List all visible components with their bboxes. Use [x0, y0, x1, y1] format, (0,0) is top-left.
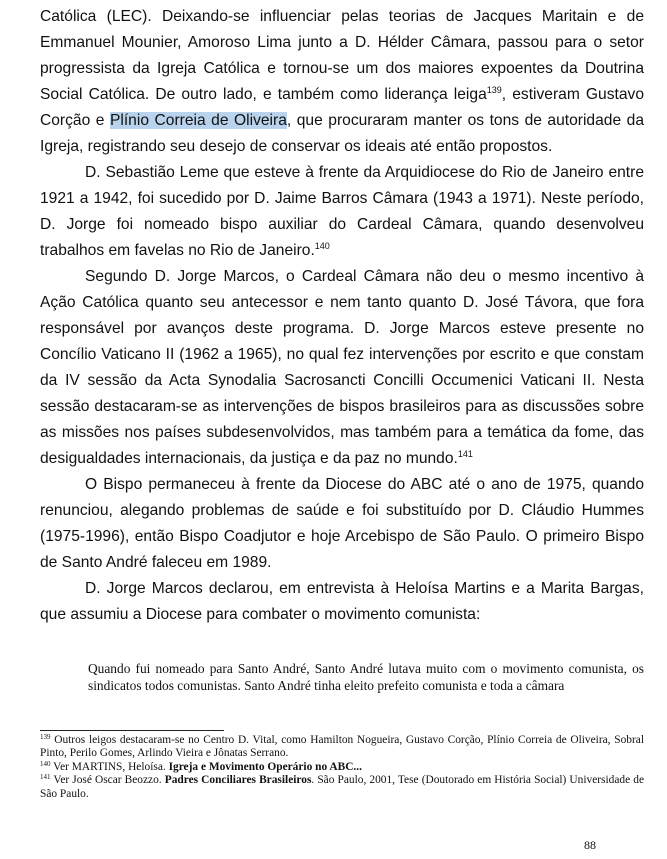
paragraph-text: Segundo D. Jorge Marcos, o Cardeal Câmara não deu o mesmo incentivo à Ação Católica quanto seu antecessor e nem tanto quanto D. José Távora, que fora responsável por avanços deste programa. D. Jorge Marcos esteve presente no Concílio Vaticano II (1962 a 1965), no qual fez intervenções por escrito e que constam da IV sessão da Acta Synodalia Sacrosancti Concilli Occumenici Vaticani II. Nesta sessão destacaram-se as intervenções de bispos brasileiros para as discussões sobre as missões nos países subdesenvolvidos, mas também para a temática da fome, das desigualdades internacionais, da justiça e da paz no mundo.: [40, 268, 644, 467]
paragraph-text: D. Jorge Marcos declarou, em entrevista à Heloísa Martins e a Marita Bargas, que assumiu a Diocese para combater o movimento comunista:: [40, 580, 644, 623]
footnote-ref-140[interactable]: 140: [314, 241, 330, 251]
footnote-ref-141[interactable]: 141: [457, 449, 473, 459]
paragraph-text: Católica (LEC). Deixando-se influenciar pelas teorias de Jacques Maritain e de Emmanuel Mounier, Amoroso Lima junto a D. Hélder Câmara, passou para o setor progressista da Igreja Católica e tornou-se um dos maiores expoentes da Doutrina Social Católica. De outro lado, e também como liderança leiga: [40, 8, 644, 103]
footnote-title: Padres Conciliares Brasileiros: [164, 774, 312, 787]
footnote-number: 140: [40, 759, 51, 768]
body-text: [40, 4, 644, 628]
footnote-number: 141: [40, 773, 51, 782]
footnote-ref-139[interactable]: 139: [486, 85, 502, 95]
block-quote: Quando fui nomeado para Santo André, Santo André lutava muito com o movimento comunista, os sindicatos todos comunistas. Santo André tinha eleito prefeito comunista e toda a câmara: [88, 661, 644, 693]
paragraph-4: [40, 472, 644, 576]
footnote-140: [40, 761, 644, 774]
paragraph-2: [40, 160, 644, 264]
page-number: 88: [584, 838, 596, 852]
paragraph-5: [40, 576, 644, 628]
footnote-text: Ver José Oscar Beozzo.: [50, 774, 165, 787]
highlighted-text-selection[interactable]: Plínio Correia de Oliveira: [109, 112, 287, 129]
footnote-text: Outros leigos destacaram-se no Centro D. Vital, como Hamilton Nogueira, Gustavo Corção, Plínio Correia de Oliveira, Sobral Pinto, Perilo Gomes, Arlindo Vieira e Jônatas Serrano.: [40, 734, 644, 760]
paragraph-1: [40, 4, 644, 160]
footnotes: [40, 734, 644, 801]
footnote-141: [40, 774, 644, 801]
footnote-139: [40, 734, 644, 761]
footnote-text: . São Paulo, 2001, Tese (Doutorado em História Social) Universidade de São Paulo.: [40, 774, 644, 800]
footnote-title: Igreja e Movimento Operário no ABC...: [168, 760, 362, 773]
paragraph-text: , estiveram Gustavo Corção e: [40, 86, 644, 129]
footnote-number: 139: [40, 733, 51, 741]
footnote-separator: [40, 730, 224, 731]
footnote-text: Ver MARTINS, Heloísa.: [50, 760, 169, 773]
paragraph-text: O Bispo permaneceu à frente da Diocese do ABC até o ano de 1975, quando renunciou, alegando problemas de saúde e foi substituído por D. Cláudio Hummes (1975-1996), então Bispo Coadjutor e hoje Arcebispo de São Paulo. O primeiro Bispo de Santo André faleceu em 1989.: [40, 476, 644, 571]
paragraph-text: D. Sebastião Leme que esteve à frente da Arquidiocese do Rio de Janeiro entre 1921 a 1942, foi sucedido por D. Jaime Barros Câmara (1943 a 1971). Neste período, D. Jorge foi nomeado bispo auxiliar do Cardeal Câmara, quando desenvolveu trabalhos em favelas no Rio de Janeiro.: [40, 164, 644, 259]
paragraph-3: [40, 264, 644, 472]
paragraph-text: , que procuraram manter os tons de autoridade da Igreja, registrando seu desejo de conservar os ideais até então propostos.: [40, 112, 644, 155]
